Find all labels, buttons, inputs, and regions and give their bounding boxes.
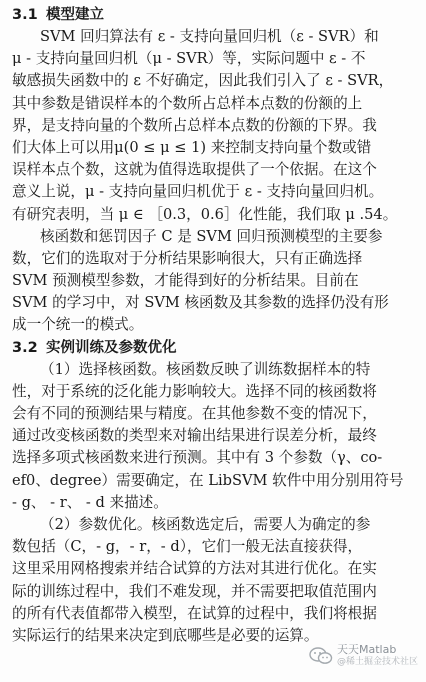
paragraph-line: 核函数和惩罚因子 C 是 SVM 回归预测模型的主要参 — [40, 227, 383, 245]
paragraph-line: 际的训练过程中，我们不难发现，并不需要把取值范围内 — [12, 582, 377, 600]
paragraph-line: SVM 回归算法有 ε - 支持向量回归机（ε - SVR）和 — [40, 28, 379, 45]
watermark-subtitle: @稀土掘金技术社区 — [336, 657, 418, 667]
paragraph-line: - g、 - r、 - d 来描述。 — [12, 493, 168, 511]
paragraph-line: SVM 的学习中，对 SVM 核函数及其参数的选择仍没有形 — [12, 294, 389, 312]
paragraph-line: （2）参数优化。核函数选定后，需要人为确定的参 — [40, 515, 371, 533]
section-number: 3.1 — [12, 7, 38, 23]
paragraph-line: 会有不同的预测结果与精度。在其他参数不变的情况下， — [12, 405, 377, 422]
paragraph-line: 们大体上可以用μ(0 ≤ μ ≤ 1) 来控制支持向量个数或错 — [12, 138, 372, 156]
section-title: 实例训练及参数优化 — [46, 339, 177, 356]
watermark-title: 天天Matlab — [336, 643, 397, 656]
watermark — [309, 644, 418, 668]
paragraph-line: （1）选择核函数。核函数反映了训练数据样本的特 — [40, 360, 371, 378]
wechat-icon — [309, 647, 333, 665]
paragraph-line: 敏感损失函数中的 ε 不好确定，因此我们引入了 ε - SVR， — [12, 72, 394, 90]
paragraph-line: μ - 支持向量回归机（μ - SVR）等，实际问题中 ε - 不 — [12, 50, 366, 68]
paragraph-line: 通过改变核函数的类型来对输出结果进行误差分析，最终 — [12, 427, 377, 445]
paragraph-line: 误样本点个数，这就为值得选取提供了一个依据。在这个 — [12, 161, 377, 179]
paragraph-line: 数包括（C，- g，- r，- d），它们一般无法直接获得， — [12, 538, 363, 556]
paragraph-line: 界，是支持向量的个数所占总样本点数的份额的下界。我 — [12, 116, 377, 134]
paragraph-line: 实际运行的结果来决定到底哪些是必要的运算。 — [12, 626, 319, 644]
paragraph-line: 的所有代表值都带入模型，在试算的过程中，我们将根据 — [12, 604, 377, 622]
paragraph-line: 有研究表明，当 μ ∈ ［0.3，0.6］化性能，我们取 μ .54。 — [12, 205, 398, 223]
section-heading-3-1 — [12, 4, 416, 26]
section-heading-3-2 — [12, 337, 416, 359]
paragraph-line: SVM 预测模型参数，才能得到好的分析结果。目前在 — [12, 272, 359, 290]
section-number: 3.2 — [12, 339, 38, 356]
paragraph-line: 意义上说，μ - 支持向量回归机优于 ε - 支持向量回归机。 — [12, 183, 384, 201]
section-title: 模型建立 — [46, 7, 104, 23]
paragraph-line: 其中参数是错误样本的个数所占总样本点数的份额的上 — [12, 94, 363, 112]
paragraph-line: 性，对于系统的泛化能力影响较大。选择不同的核函数将 — [12, 382, 377, 400]
paragraph-line: 数，它们的选取对于分析结果影响很大，只有正确选择 — [12, 249, 363, 267]
paragraph-line: ef0、degree）需要确定，在 LibSVM 软件中用分别用符号 — [12, 471, 404, 489]
paragraph-line: 成一个统一的模式。 — [12, 316, 144, 334]
paragraph-line: 选择多项式核函数来进行预测。其中有 3 个参数（γ、co- — [12, 449, 383, 467]
paragraph-line: 这里采用网格搜索并结合试算的方法对其进行优化。在实 — [12, 560, 377, 578]
